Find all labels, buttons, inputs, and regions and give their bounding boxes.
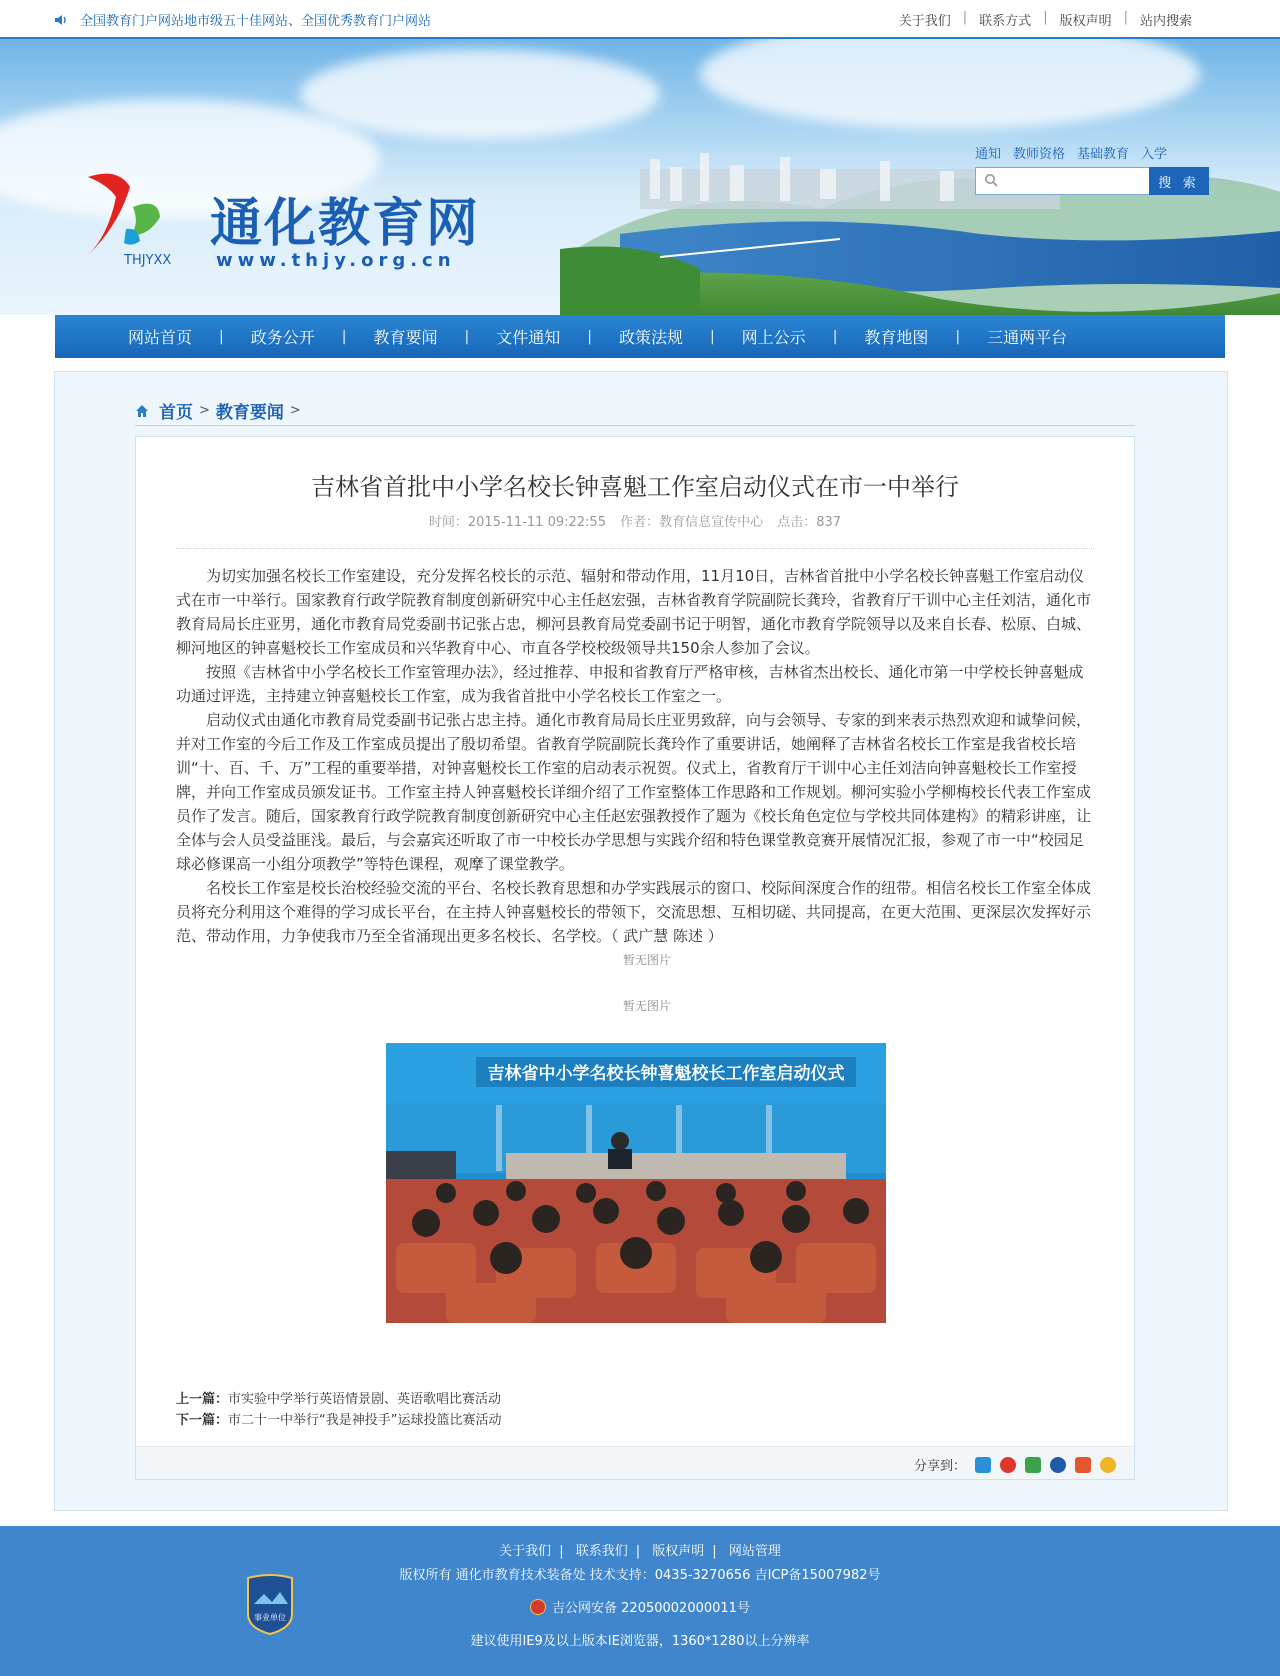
announcement-text[interactable]: 全国教育门户网站地市级五十佳网站、全国优秀教育门户网站 (80, 14, 432, 29)
quick-link-basic-edu[interactable]: 基础教育 (1077, 147, 1130, 162)
site-title: 通化教育网 (210, 194, 481, 254)
article-time: 时间：2015-11-11 09:22:55 (428, 515, 606, 530)
article-panel (135, 436, 1135, 1480)
quick-link-enrollment[interactable]: 入学 (1141, 147, 1168, 162)
article-title: 吉林省首批中小学名校长钟喜魁工作室启动仪式在市一中举行 (311, 473, 959, 501)
search-box (975, 167, 1209, 195)
footer (0, 1526, 1280, 1676)
nav-home[interactable]: 网站首页 (128, 328, 193, 347)
announcement[interactable] (54, 10, 431, 29)
cloud (700, 39, 1200, 129)
article-paragraph: 按照《吉林省中小学名校长工作室管理办法》，经过推荐、申报和省教育厅严格审核，吉林省杰出校长、通化市第一中学校长钟喜魁成功通过评选，主持建立钟喜魁校长工作室，成为我省首批中小学名校长工作室之一。 (176, 663, 1084, 705)
top-links: 关于我们 | 联系方式 | 版权声明 | 站内搜索 (898, 10, 1192, 29)
douban-share-icon[interactable] (1025, 1457, 1041, 1473)
share-group (914, 1455, 1116, 1474)
footer-copyright: 版权所有 通化市教育技术装备处 技术支持：0435-3270656 吉ICP备15007982号 (399, 1568, 881, 1583)
nav-public-notice[interactable]: 网上公示 (741, 328, 806, 347)
footer-copyright-link[interactable]: 版权声明 (652, 1544, 705, 1559)
search-icon (984, 173, 998, 187)
quick-link-teacher-cert[interactable]: 教师资格 (1013, 147, 1066, 162)
prev-next-links (176, 1389, 502, 1431)
speaker-icon (54, 13, 68, 27)
logo-abbreviation: THJYXX (124, 253, 172, 268)
breadcrumb: 首页 > 教育要闻 > (135, 398, 307, 423)
header-banner (0, 39, 1280, 315)
no-image-placeholder: 暂无图片 (622, 953, 671, 967)
breadcrumb-section[interactable]: 教育要闻 (215, 403, 284, 423)
footer-contact-link[interactable]: 联系我们 (575, 1544, 628, 1559)
quick-link-notice[interactable]: 通知 (975, 147, 1002, 162)
nav-edu-map[interactable]: 教育地图 (864, 328, 929, 347)
article-author: 作者：教育信息宣传中心 (620, 515, 764, 530)
police-record-text[interactable]: 吉公网安备 22050002000011号 (552, 1601, 750, 1616)
share-label: 分享到： (913, 1459, 966, 1474)
weibo-share-icon[interactable] (1000, 1457, 1016, 1473)
search-button[interactable]: 搜 索 (1149, 167, 1209, 195)
about-link[interactable]: 关于我们 (898, 14, 951, 29)
badge-text: 事业单位 (254, 1613, 286, 1622)
nav-policies[interactable]: 政策法规 (618, 328, 683, 347)
no-image-placeholder: 暂无图片 (622, 999, 671, 1013)
site-search-link[interactable]: 站内搜索 (1139, 14, 1192, 29)
next-label: 下一篇： (176, 1413, 229, 1428)
home-icon (135, 404, 149, 418)
renren-share-icon[interactable] (1050, 1457, 1066, 1473)
share-bar (136, 1446, 1134, 1479)
photo-banner-text: 吉林省中小学名校长钟喜魁校长工作室启动仪式 (487, 1064, 845, 1084)
prev-article-link[interactable]: 市实验中学举行英语情景剧、英语歌唱比赛活动 (228, 1392, 502, 1407)
prev-article (176, 1389, 502, 1410)
kaixin-share-icon[interactable] (1075, 1457, 1091, 1473)
nav-gov-affairs[interactable]: 政务公开 (250, 328, 315, 347)
next-article-link[interactable]: 市二十一中举行“我是神投手”运球投篮比赛活动 (228, 1413, 502, 1428)
prev-label: 上一篇： (176, 1392, 229, 1407)
contact-link[interactable]: 联系方式 (979, 14, 1032, 29)
nav-edu-news[interactable]: 教育要闻 (373, 328, 438, 347)
breadcrumb-home[interactable]: 首页 (159, 403, 193, 423)
footer-police-record[interactable] (0, 1597, 1280, 1616)
footer-browser-note: 建议使用IE9及以上版本IE浏览器，1360*1280以上分辨率 (470, 1634, 810, 1649)
cloud (300, 49, 660, 139)
divider (135, 425, 1135, 426)
police-badge-icon (530, 1599, 546, 1615)
article-clicks: 点击：837 (777, 515, 842, 530)
article-photo (386, 1043, 886, 1323)
footer-about-link[interactable]: 关于我们 (499, 1544, 552, 1559)
article-paragraph: 名校长工作室是校长治校经验交流的平台、名校长教育思想和办学实践展示的窗口、校际间深度合作的纽带。相信名校长工作室全体成员将充分利用这个难得的学习成长平台，在主持人钟喜魁校长的带领下，交流思想、互相切磋、共同提高，在更大范围、更深层次发挥好示范、带动作用，力争使我市乃至全省涌现出更多名校长、名学校。（ 武广慧 陈述 ） (176, 879, 1092, 945)
divider (176, 548, 1094, 549)
top-bar (0, 0, 1280, 39)
article-body (176, 564, 1094, 1018)
site-url: www.thjy.org.cn (216, 250, 456, 271)
footer-links: 关于我们 | 联系我们 | 版权声明 | 网站管理 (499, 1544, 781, 1559)
copyright-link[interactable]: 版权声明 (1059, 14, 1112, 29)
content-area (54, 371, 1228, 1511)
article-paragraph: 启动仪式由通化市教育局党委副书记张占忠主持。通化市教育局局长庄亚男致辞，向与会领导、专家的到来表示热烈欢迎和诚挚问候，并对工作室的今后工作及工作室成员提出了殷切希望。省教育学院副院长龚玲作了重要讲话，她阐释了吉林省名校长工作室是我省校长培训“十、百、千、万”工程的重要举措，对钟喜魁校长工作室的启动表示祝贺。仪式上，省教育厅干训中心主任刘洁向钟喜魁校长工作室授牌，并向工作室成员颁发证书。工作室主持人钟喜魁校长详细介绍了工作室整体工作思路和工作规划。柳河实验小学柳梅校长代表工作室成员作了发言。随后，国家教育行政学院教育制度创新研究中心主任赵宏强教授作了题为《校长角色定位与学校共同体建构》的精彩讲座，让全体与会人员受益匪浅。最后，与会嘉宾还听取了市一中校长办学思想与实践介绍和特色课堂教竞赛开展情况汇报，参观了市一中“校园足球必修课高一小组分项教学”等特色课程，观摩了课堂教学。 (176, 711, 1092, 873)
article-paragraph: 为切实加强名校长工作室建设，充分发挥名校长的示范、辐射和带动作用，11月10日，吉林省首批中小学名校长钟喜魁工作室启动仪式在市一中举行。国家教育行政学院教育制度创新研究中心主任赵宏强，吉林省教育学院副院长龚玲，省教育厅干训中心主任刘洁，通化市教育局局长庄亚男，通化市教育局党委副书记张占忠，柳河县教育局党委副书记于明智，通化市教育学院领导以及来自长春、松原、白城、柳河地区的钟喜魁校长工作室成员和兴华教育中心、市直各学校校级领导共150余人参加了会议。 (176, 567, 1092, 657)
search-input[interactable] (1010, 169, 1124, 193)
article-meta (136, 511, 1134, 530)
main-nav: 网站首页 | 政务公开 | 教育要闻 | 文件通知 | 政策法规 | 网上公示 | 教育地图 | 三通两平台 (55, 315, 1225, 358)
city-landscape-image (560, 139, 1280, 315)
next-article (176, 1410, 502, 1431)
nav-platform[interactable]: 三通两平台 (987, 328, 1068, 347)
qzone-share-icon[interactable] (975, 1457, 991, 1473)
more-share-icon[interactable] (1100, 1457, 1116, 1473)
nav-notices[interactable]: 文件通知 (496, 328, 561, 347)
footer-admin-link[interactable]: 网站管理 (728, 1544, 781, 1559)
quick-links (975, 143, 1167, 162)
